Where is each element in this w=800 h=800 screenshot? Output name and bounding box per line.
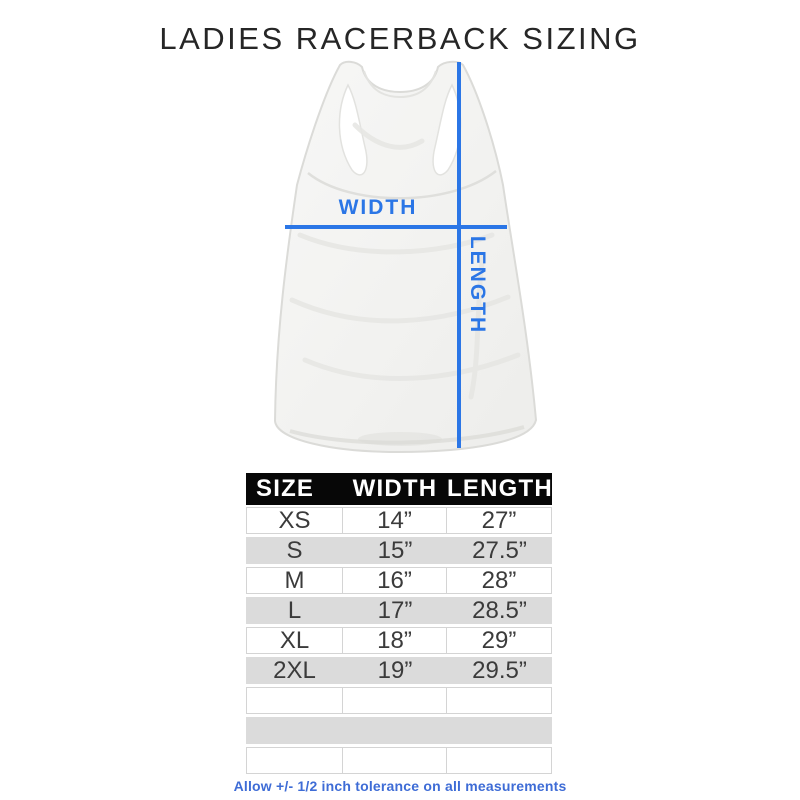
width-label: WIDTH	[338, 196, 418, 219]
page-title: LADIES RACERBACK SIZING	[159, 21, 641, 56]
cell-size: XS	[246, 507, 343, 534]
cell-width: 14”	[343, 507, 447, 534]
cell-width: 17”	[377, 597, 413, 624]
cell-empty	[246, 687, 343, 714]
header-length: LENGTH	[447, 475, 553, 502]
cell-size: L	[287, 597, 302, 624]
cell-size: M	[246, 567, 343, 594]
cell-width: 19”	[377, 657, 413, 684]
header-size: SIZE	[256, 475, 315, 502]
cell-length: 27.5”	[472, 537, 527, 564]
cell-empty	[343, 717, 447, 744]
cell-empty	[343, 687, 447, 714]
length-measure-line	[457, 62, 461, 448]
cell-empty	[343, 747, 447, 774]
cell-size: XL	[246, 627, 343, 654]
cell-width: 16”	[343, 567, 447, 594]
cell-length: 27”	[447, 507, 552, 534]
length-label: LENGTH	[466, 235, 489, 335]
cell-size: 2XL	[273, 657, 316, 684]
cell-empty	[447, 687, 552, 714]
cell-length: 28.5”	[472, 597, 527, 624]
cell-size: S	[286, 537, 303, 564]
table-row-xs	[246, 507, 552, 534]
table-row-m	[246, 567, 552, 594]
cell-empty	[447, 717, 552, 744]
cell-empty	[447, 747, 552, 774]
cell-length: 29”	[447, 627, 552, 654]
table-row-2xl	[246, 657, 552, 684]
table-row-empty	[246, 747, 552, 774]
table-header-row	[246, 473, 552, 505]
table-row-xl	[246, 627, 552, 654]
cell-length: 29.5”	[472, 657, 527, 684]
cell-empty	[246, 717, 343, 744]
size-table	[246, 473, 552, 777]
table-row-s	[246, 537, 552, 564]
table-row-l	[246, 597, 552, 624]
cell-width: 18”	[343, 627, 447, 654]
cell-empty	[246, 747, 343, 774]
cell-width: 15”	[377, 537, 413, 564]
garment-diagram	[230, 55, 570, 460]
table-row-empty	[246, 687, 552, 714]
tank-top-image	[230, 55, 570, 460]
header-width: WIDTH	[352, 475, 438, 502]
cell-length: 28”	[447, 567, 552, 594]
table-row-empty	[246, 717, 552, 744]
tolerance-note: Allow +/- 1/2 inch tolerance on all measurements	[233, 778, 567, 794]
